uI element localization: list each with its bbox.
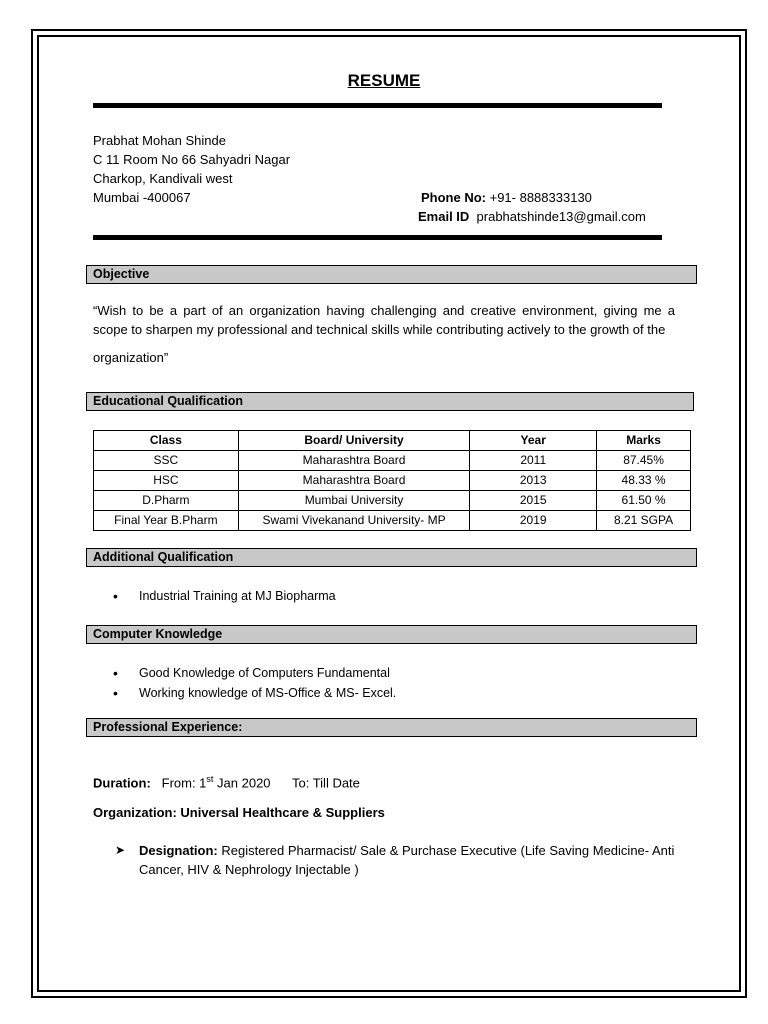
duration-to: To: Till Date [291,775,360,791]
duration-label: Duration: [93,775,151,791]
objective-text [93,301,675,367]
cell-marks: 8.21 SGPA [597,511,691,531]
objective-line-main: “Wish to be a part of an organization having challenging and creative environment, giving me a scope to sharpen my professional and technical skills while contributing actively to the growth of the [93,303,675,337]
address-line-3: Mumbai -400067 [93,190,191,205]
organization-line: Organization: Universal Healthcare & Suppliers [93,805,385,820]
cell-year: 2019 [470,511,597,531]
section-education: Educational Qualification [86,392,694,411]
table-row [94,491,691,511]
section-objective: Objective [86,265,697,284]
address-line-2: Charkop, Kandivali west [93,171,233,186]
phone-label: Phone No: [421,190,490,205]
cell-board: Maharashtra Board [238,471,470,491]
email-label: Email ID [418,209,470,224]
section-additional: Additional Qualification [86,548,697,567]
table-header-row [94,431,691,451]
designation-value: Registered Pharmacist/ Sale & Purchase Executive (Life Saving Medicine- Anti Cancer, HIV & Nephrology Injectable ) [139,843,675,877]
list-item: • Good Knowledge of Computers Fundamental [113,663,396,683]
applicant-name: Prabhat Mohan Shinde [93,133,226,148]
cell-class: Final Year B.Pharm [94,511,239,531]
section-experience: Professional Experience: [86,718,697,737]
table-row [94,511,691,531]
arrow-bullet-icon: ➤ [115,843,126,857]
col-header-marks: Marks [597,431,691,451]
title-rule [93,103,662,108]
designation-item [115,841,685,879]
header-rule [93,235,662,240]
col-header-year: Year [470,431,597,451]
duration-from: From: 1 [161,775,207,791]
duration-line [93,770,360,792]
resume-title: RESUME [347,71,421,90]
cell-class: D.Pharm [94,491,239,511]
table-row [94,451,691,471]
email-line [418,207,646,226]
list-item: • Industrial Training at MJ Biopharma [113,586,336,606]
col-header-board: Board/ University [238,431,470,451]
col-header-class: Class [94,431,239,451]
address-block [93,131,290,207]
cell-class: SSC [94,451,239,471]
cell-board: Maharashtra Board [238,451,470,471]
additional-list [113,586,336,606]
email-value: prabhatshinde13@gmail.com [476,209,646,224]
cell-marks: 87.45% [597,451,691,471]
cell-year: 2011 [470,451,597,471]
phone-value: +91- 8888333130 [489,190,592,205]
cell-year: 2015 [470,491,597,511]
cell-year: 2013 [470,471,597,491]
education-table [93,430,691,531]
cell-marks: 48.33 % [597,471,691,491]
phone-line [421,188,592,207]
list-item: • Working knowledge of MS-Office & MS- Excel. [113,683,396,703]
cell-class: HSC [94,471,239,491]
cell-board: Mumbai University [238,491,470,511]
objective-line-end: organization” [93,350,169,365]
cell-marks: 61.50 % [597,491,691,511]
duration-rest: Jan 2020 [213,775,271,791]
duration-sup: st [206,774,214,784]
designation-label: Designation: [139,843,218,858]
computer-list [113,663,396,703]
section-computer: Computer Knowledge [86,625,697,644]
cell-board: Swami Vivekanand University- MP [238,511,470,531]
address-line-1: C 11 Room No 66 Sahyadri Nagar [93,152,291,167]
table-row [94,471,691,491]
